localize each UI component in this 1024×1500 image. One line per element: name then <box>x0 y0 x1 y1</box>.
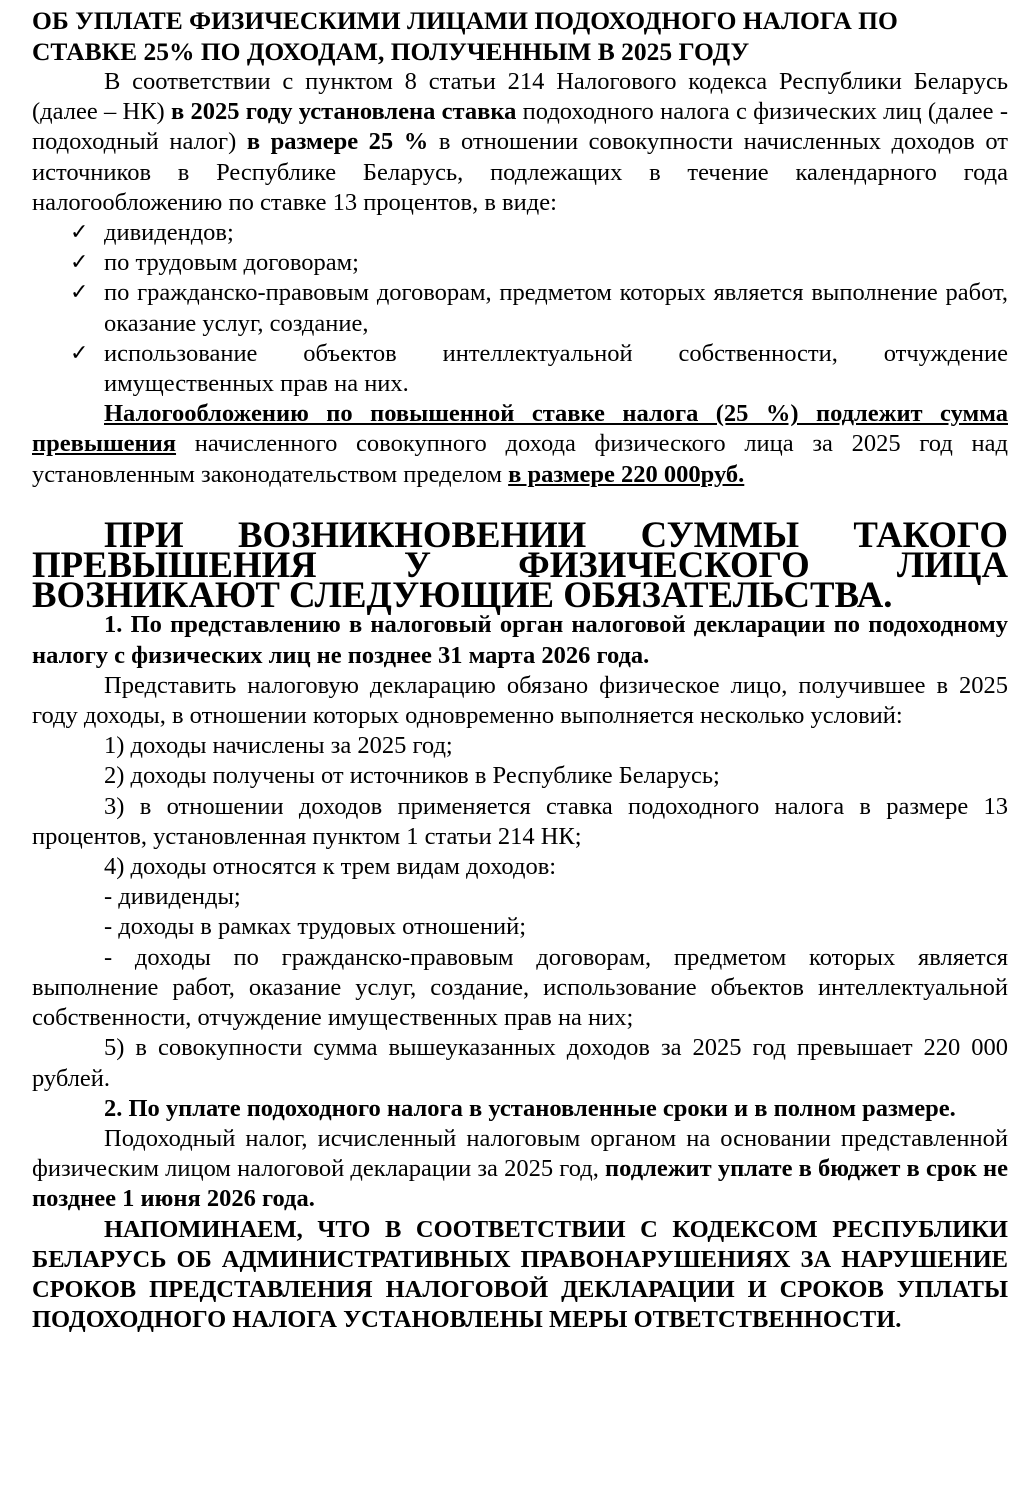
obligation-2-heading: 2. По уплате подоходного налога в установленные сроки и в полном размере. <box>104 1094 956 1122</box>
excess-text: начисленного совокупного дохода физического лица за 2025 год над установленным законодательством пределом <box>32 430 1008 488</box>
checkmark-icon: ✓ <box>70 340 89 366</box>
list-item-text: дивидендов; <box>104 219 234 247</box>
list-item <box>32 339 1008 399</box>
obligation-2-deadline: подлежит уплате в бюджет в срок не позднее 1 июня 2026 года. <box>32 1155 1008 1213</box>
list-item <box>32 248 1008 278</box>
obligations-heading: ПРИ ВОЗНИКНОВЕНИИ СУММЫ ТАКОГО ПРЕВЫШЕНИЯ У ФИЗИЧЕСКОГО ЛИЦА ВОЗНИКАЮТ СЛЕДУЮЩИЕ ОБЯЗАТЕЛЬСТВА. <box>32 513 1008 616</box>
list-item-text: по гражданско-правовым договорам, предметом которых является выполнение работ, оказание услуг, создание, <box>104 279 1008 337</box>
checkmark-icon: ✓ <box>70 250 89 276</box>
condition-item: - доходы в рамках трудовых отношений; <box>104 913 527 941</box>
obligation-1-text: Представить налоговую декларацию обязано физическое лицо, получившее в 2025 году доходы, в отношении которых одновременно выполняется несколько условий: <box>32 671 1008 730</box>
obligation-2-plain: Подоходный налог, исчисленный налоговым органом на основании представленной физическим лицом налоговой декларации за 2025 год, <box>32 1124 1008 1183</box>
list-item <box>32 278 1008 338</box>
list-item <box>32 218 1008 248</box>
condition-item: 2) доходы получены от источников в Республике Беларусь; <box>104 762 720 790</box>
income-types-list <box>32 218 1008 399</box>
obligation-2-text <box>32 1124 1008 1215</box>
intro-text-3: в отношении совокупности начисленных доходов от источников в Республике Беларусь, подлежащих в течение календарного года налогообложению по ставке 13 процентов, в виде: <box>32 128 1008 216</box>
checkmark-icon: ✓ <box>70 220 89 246</box>
obligation-1-heading: 1. По представлению в налоговый орган налоговой декларации по подоходному налогу с физических лиц не позднее 31 марта 2026 года. <box>32 611 1008 669</box>
list-item-text: использование объектов интеллектуальной собственности, отчуждение имущественных прав на них. <box>104 339 1008 398</box>
excess-bold-underlined: Налогообложению по повышенной ставке налога (25 %) подлежит сумма превышения <box>32 400 1008 458</box>
intro-text-2: подоходного налога с физических лиц (далее - подоходный налог) <box>32 98 1008 156</box>
condition-item: 3) в отношении доходов применяется ставка подоходного налога в размере 13 процентов, установленная пунктом 1 статьи 214 НК; <box>32 792 1008 850</box>
intro-paragraph <box>32 67 1008 218</box>
condition-item: 4) доходы относятся к трем видам доходов: <box>104 853 557 881</box>
checkmark-icon: ✓ <box>70 280 89 306</box>
condition-item: - дивиденды; <box>104 883 241 911</box>
intro-text-1: В соответствии с пунктом 8 статьи 214 Налогового кодекса Республики Беларусь (далее – НК) <box>32 68 1008 126</box>
condition-item: 5) в совокупности сумма вышеуказанных доходов за 2025 год превышает 220 000 рублей. <box>32 1034 1008 1092</box>
intro-bold-1: в 2025 году установлена ставка <box>171 98 517 126</box>
excess-limit: в размере 220 000руб. <box>508 460 745 488</box>
condition-item: 1) доходы начислены за 2025 год; <box>104 732 453 760</box>
excess-paragraph <box>32 399 1008 490</box>
document-title: ОБ УПЛАТЕ ФИЗИЧЕСКИМИ ЛИЦАМИ ПОДОХОДНОГО НАЛОГА ПО СТАВКЕ 25% ПО ДОХОДАМ, ПОЛУЧЕННЫМ В 2025 ГОДУ <box>32 6 898 66</box>
list-item-text: по трудовым договорам; <box>104 249 359 277</box>
condition-item: - доходы по гражданско-правовым договорам, предметом которых является выполнение работ, оказание услуг, создание, использование объектов интеллектуальной собственности, отчуждение имущественных прав на них; <box>32 943 1008 1032</box>
reminder-paragraph: НАПОМИНАЕМ, ЧТО В СООТВЕТСТВИИ С КОДЕКСОМ РЕСПУБЛИКИ БЕЛАРУСЬ ОБ АДМИНИСТРАТИВНЫХ ПРАВОНАРУШЕНИЯХ ЗА НАРУШЕНИЕ СРОКОВ ПРЕДСТАВЛЕНИЯ НАЛОГОВОЙ ДЕКЛАРАЦИИ И СРОКОВ УПЛАТЫ ПОДОХОДНОГО НАЛОГА УСТАНОВЛЕНЫ МЕРЫ ОТВЕТСТВЕННОСТИ. <box>32 1215 1008 1334</box>
intro-bold-2: в размере 25 % <box>246 128 429 156</box>
